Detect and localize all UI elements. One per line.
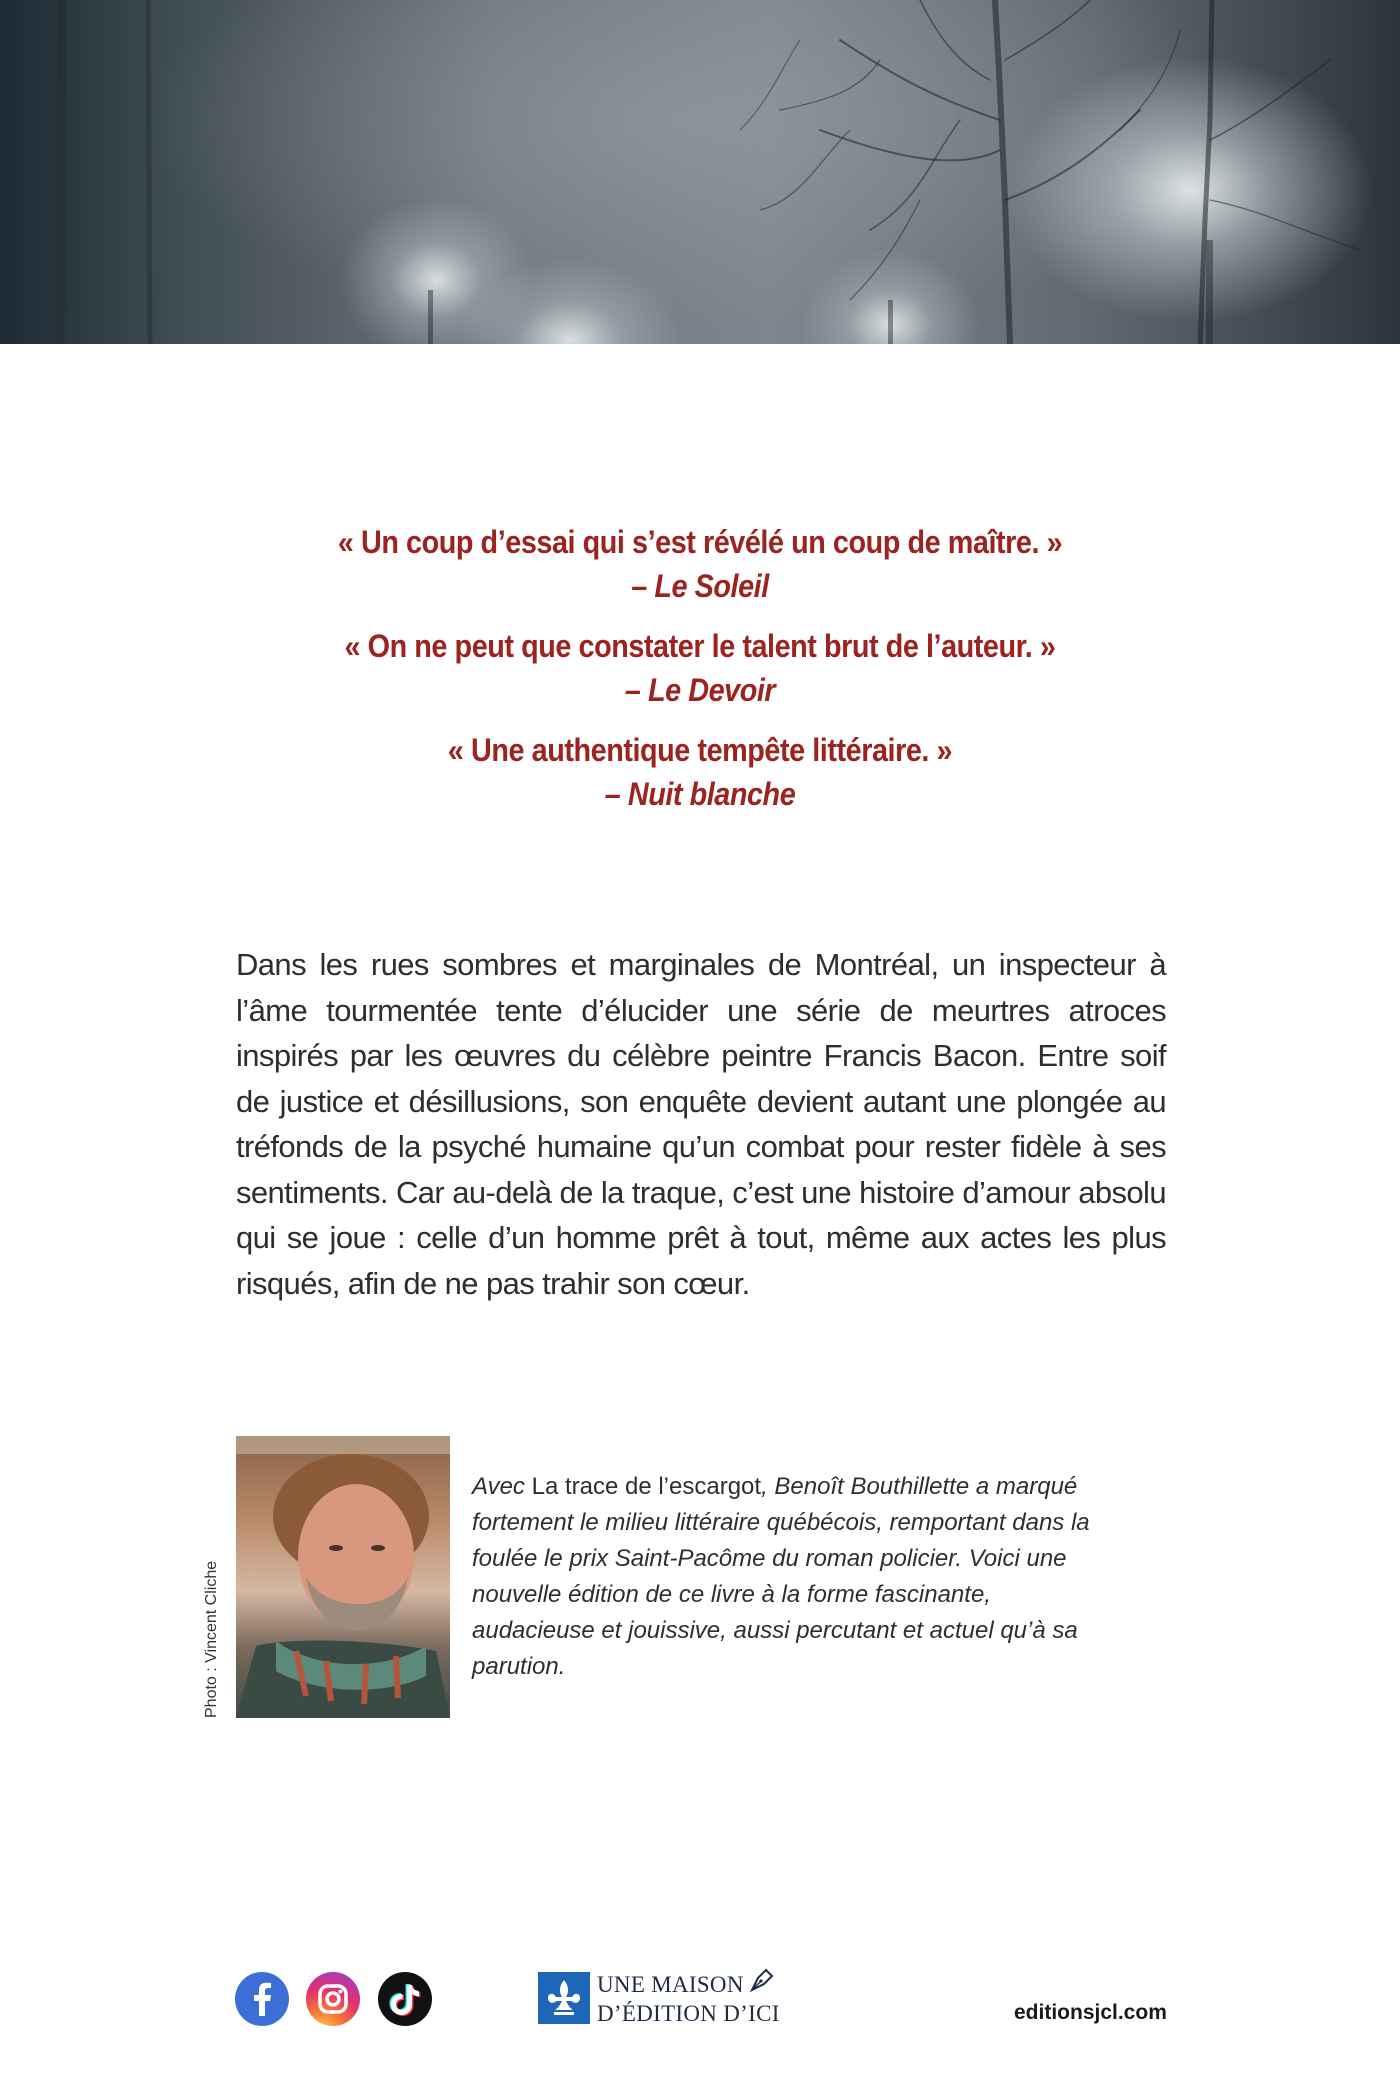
quebec-fleur-de-lis-icon	[538, 1972, 590, 2024]
book-synopsis: Dans les rues sombres et marginales de Montréal, un inspecteur à l’âme tourmentée tente d’élucider une série de meurtres atroces inspirés par les œuvres du célèbre peintre Francis Bacon. Entre soif de justice et désillusions, son enquête devient autant une plongée au tréfonds de la psyché humaine qu’un combat pour rester fidèle à ses sentiments. Car au-delà de la traque, c’est une histoire d’amour absolu qui se joue : celle d’un homme prêt à tout, même aux actes les plus risqués, afin de ne pas trahir son cœur.	[236, 947, 1166, 1301]
fountain-pen-icon	[748, 1966, 776, 1994]
bare-trees-silhouette	[0, 0, 1400, 344]
tiktok-icon[interactable]	[378, 1972, 432, 2026]
author-bio-text: , Benoît Bouthillette a marqué fortement le milieu littéraire québécois, remportant dans la foulée le prix Saint-Pacôme du roman policier. Voici une nouvelle édition de ce livre à la forme fascinante, audacieuse et jouissive, aussi percutant et actuel qu’à sa parution.	[472, 1473, 1090, 1680]
publisher-website-link[interactable]: editionsjcl.com	[1014, 2001, 1167, 2024]
author-bio	[472, 1469, 1092, 1685]
review-source: – Le Devoir	[624, 672, 776, 708]
review-source: – Le Soleil	[631, 568, 769, 604]
facebook-icon[interactable]	[235, 1972, 289, 2026]
instagram-icon[interactable]	[306, 1972, 360, 2026]
author-photo	[236, 1436, 450, 1718]
maison-line-1: UNE MAISON	[597, 1972, 744, 1997]
review-quotes	[0, 520, 1400, 832]
review-quote: « Un coup d’essai qui s’est révélé un coup de maître. »	[337, 524, 1063, 560]
author-bio-lead: Avec	[472, 1473, 525, 1500]
photo-credit: Photo : Vincent Cliche	[203, 1560, 220, 1718]
book-title: La trace de l’escargot	[531, 1473, 762, 1500]
review-quote: « On ne peut que constater le talent brut de l’auteur. »	[344, 628, 1056, 664]
review-quote: « Une authentique tempête littéraire. »	[447, 732, 953, 768]
cover-banner-image	[0, 0, 1400, 344]
maison-line-2: D’ÉDITION D’ICI	[597, 2001, 780, 2026]
review-source: – Nuit blanche	[604, 776, 796, 812]
